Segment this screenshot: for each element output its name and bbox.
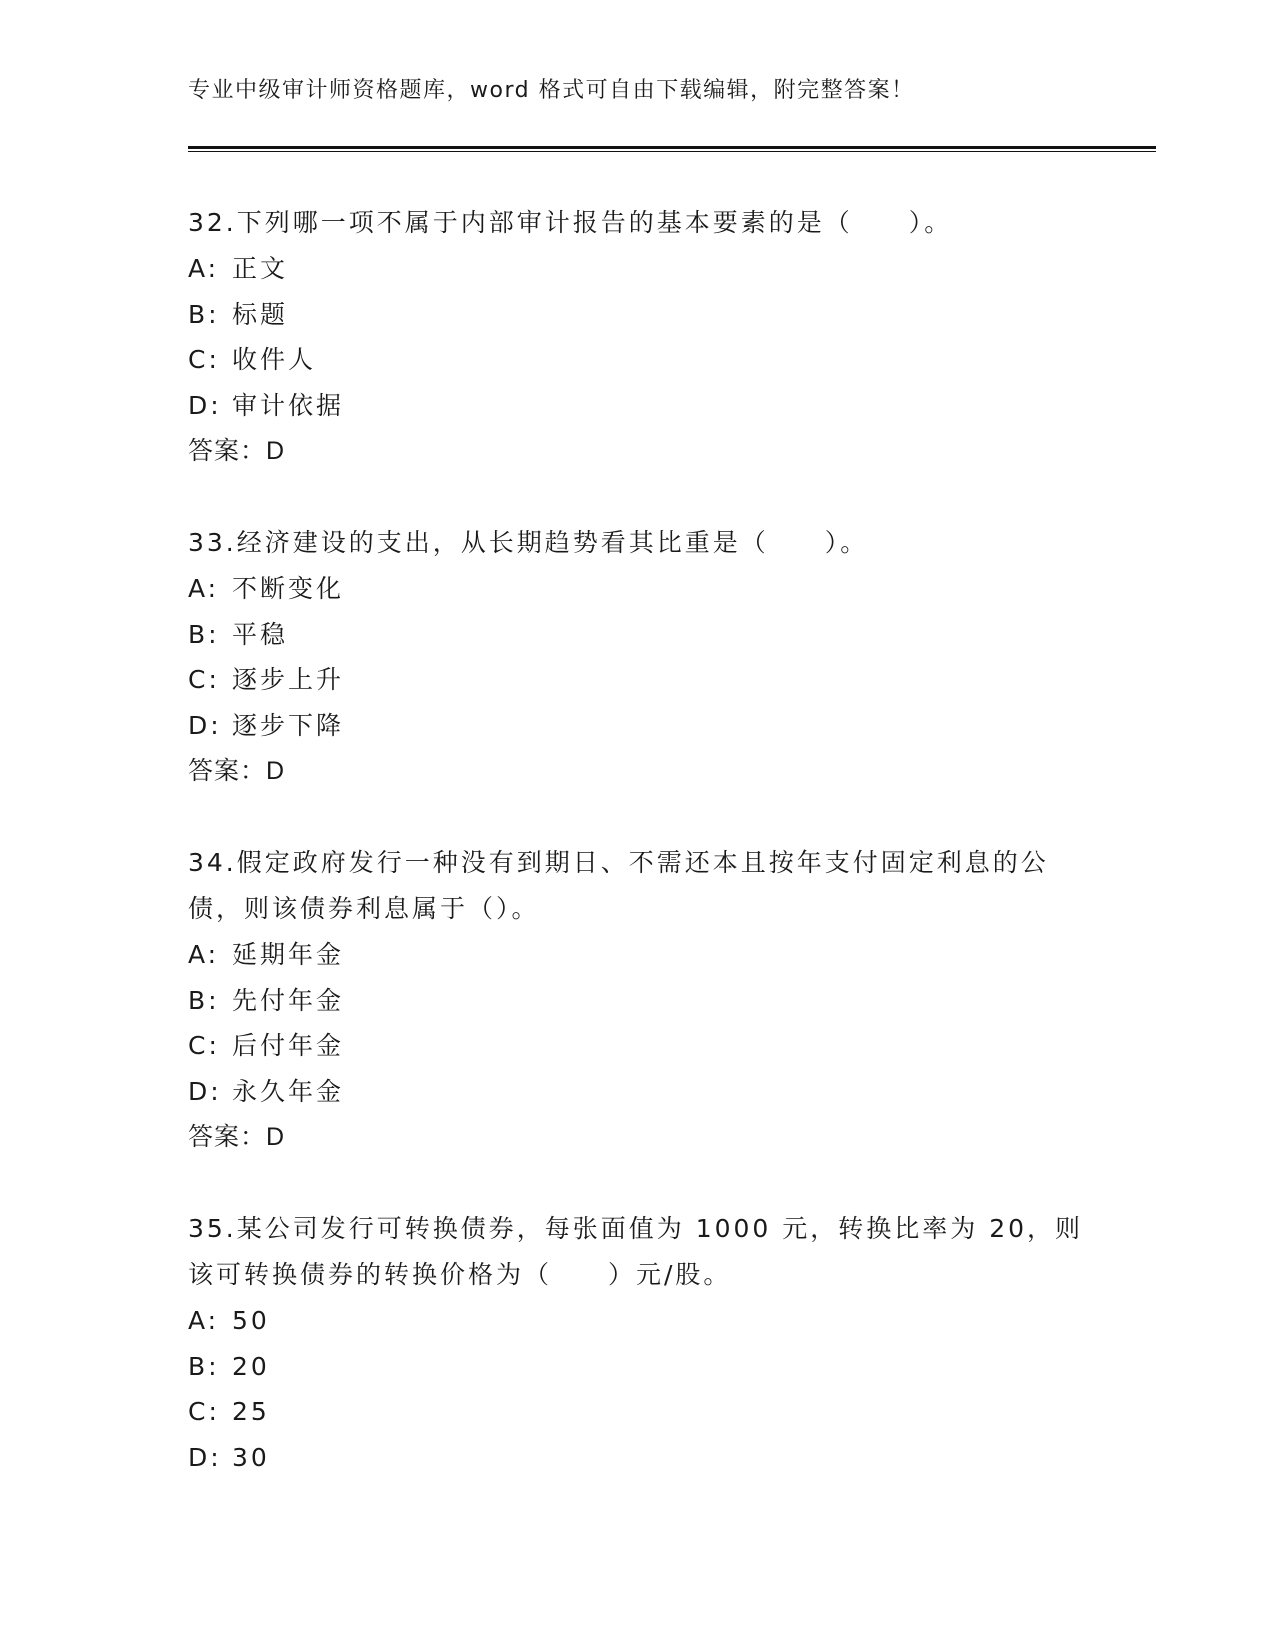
option-letter: C: [188,1031,220,1060]
question-text: 32.下列哪一项不属于内部审计报告的基本要素的是（ ）。 [188,208,953,237]
option-b [188,1344,1088,1390]
answer-line: 答案：D [188,1123,286,1151]
option-c [188,337,1088,383]
option-d [188,1069,1088,1115]
option-letter: B: [188,619,220,649]
option-a [188,246,1088,292]
option-c [188,1023,1088,1069]
option-a [188,566,1088,612]
option-d [188,703,1088,749]
option-c [188,657,1088,703]
option-b [188,978,1088,1024]
page-header: 专业中级审计师资格题库，word 格式可自由下载编辑，附完整答案！ [188,78,915,103]
option-letter: A: [188,574,220,603]
option-text: 延期年金 [232,940,345,969]
question-35 [188,1206,1088,1480]
option-text: 25 [232,1397,270,1426]
option-letter: A: [188,940,220,969]
question-33 [188,520,1088,794]
option-text: 不断变化 [232,574,345,603]
option-letter: C: [188,1397,220,1426]
option-letter: C: [188,345,220,374]
option-c [188,1389,1088,1435]
option-letter: B: [188,1351,220,1381]
option-letter: A: [188,254,220,283]
option-text: 平稳 [232,619,289,649]
option-b [188,292,1088,338]
option-text: 标题 [232,299,289,329]
answer-line: 答案：D [188,437,286,465]
option-a [188,1298,1088,1344]
option-text: 收件人 [232,345,317,374]
question-text: 33.经济建设的支出，从长期趋势看其比重是（ ）。 [188,528,869,557]
option-letter: C: [188,665,220,694]
option-letter: D: [188,1442,222,1472]
option-d [188,383,1088,429]
option-text: 后付年金 [232,1031,345,1060]
option-text: 审计依据 [232,390,345,420]
option-text: 逐步下降 [232,710,345,740]
option-text: 逐步上升 [232,665,345,694]
question-text: 34.假定政府发行一种没有到期日、不需还本且按年支付固定利息的公债，则该债券利息属于（）。 [188,848,1049,923]
option-letter: B: [188,299,220,329]
option-text: 永久年金 [232,1076,345,1106]
question-32 [188,200,1088,474]
option-letter: D: [188,390,222,420]
option-text: 50 [232,1306,270,1335]
option-letter: A: [188,1306,220,1335]
header-rule-thin [188,151,1156,152]
option-text: 正文 [232,254,289,283]
question-34 [188,840,1088,1160]
answer-line: 答案：D [188,757,286,785]
option-d [188,1435,1088,1481]
option-text: 先付年金 [232,985,345,1015]
question-text: 35.某公司发行可转换债券，每张面值为 1000 元，转换比率为 20，则该可转换债券的转换价格为（ ）元/股。 [188,1214,1084,1289]
option-letter: B: [188,985,220,1015]
option-b [188,612,1088,658]
option-text: 30 [232,1442,270,1472]
option-letter: D: [188,710,222,740]
option-text: 20 [232,1351,270,1381]
header-rule-thick [188,146,1156,149]
option-letter: D: [188,1076,222,1106]
question-list [188,200,1088,1526]
option-a [188,932,1088,978]
